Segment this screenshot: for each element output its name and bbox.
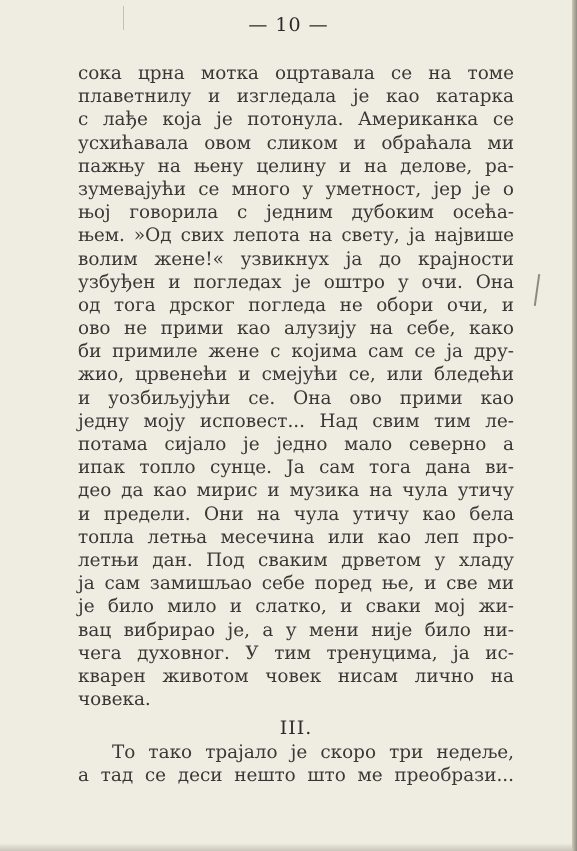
text-line: жио, црвенећи и смејући се, или бледећи <box>78 364 514 386</box>
page-edge-shadow <box>572 0 577 851</box>
text-line: и уозбиљујући се. Она ово прими као <box>78 387 514 409</box>
body-text <box>78 62 514 788</box>
text-line: човека. <box>78 689 151 711</box>
text-line: летњи дан. Под сваким дрветом у хладу <box>78 549 514 571</box>
text-line: једну моју исповест... Над свим тим ле- <box>78 410 514 432</box>
pencil-margin-mark <box>534 274 540 306</box>
text-line: с лађе која је потонула. Американка се <box>78 109 514 131</box>
text-line: део да као мирис и музика на чула утичу <box>78 480 514 502</box>
text-line: ипак топло сунце. Ја сам тога дана ви- <box>78 457 514 479</box>
text-line: узбуђен и погледах је оштро у очи. Она <box>78 271 514 293</box>
text-line: сока црна мотка оцртавала се на томе <box>78 63 514 84</box>
section-heading: III. <box>279 717 313 740</box>
text-line: ово не прими као алузију на себе, како <box>78 318 514 340</box>
text-line: и предели. Они на чула утичу као бела <box>78 503 514 525</box>
text-line: њем. »Од свих лепота на свету, ја највише <box>78 225 514 247</box>
text-line: плаветнилу и изгледала је као катарка <box>78 86 514 108</box>
text-line: волим жене!« узвикнух ја до крајности <box>78 248 514 270</box>
text-line: је било мило и слатко, и сваки мој жи- <box>78 596 514 618</box>
section-text-line: а тад се деси нешто што ме преобрази... <box>78 765 514 787</box>
text-line: усхићавала овом сликом и обраћала ми <box>78 132 514 154</box>
text-line: њој говорила с једним дубоким осећа- <box>78 202 514 224</box>
text-line: топла летња месечина или као леп про- <box>78 526 514 548</box>
text-line: ја сам замишљао себе поред ње, и све ми <box>78 573 514 595</box>
text-line: вац вибрирао је, а у мени није било ни- <box>78 619 514 641</box>
text-line: кварен животом човек нисам лично на <box>78 665 514 687</box>
page-bottom-shadow <box>0 843 577 851</box>
section-text-line: То тако трајало је скоро три недеље, <box>112 742 514 764</box>
text-line: би примиле жене с којима сам се ја дру- <box>78 341 514 363</box>
text-line: зумевајући се много у уметност, јер је о <box>78 178 514 200</box>
text-line: пажњу на њену целину и на делове, ра- <box>78 155 514 177</box>
text-line: потама сијало је једно мало северно а <box>78 434 514 455</box>
text-line: чега духовног. У тим тренуцима, ја ис- <box>78 642 514 664</box>
page-number: — 10 — <box>248 14 329 36</box>
text-line: од тога дрског погледа не обори очи, и <box>78 294 514 316</box>
